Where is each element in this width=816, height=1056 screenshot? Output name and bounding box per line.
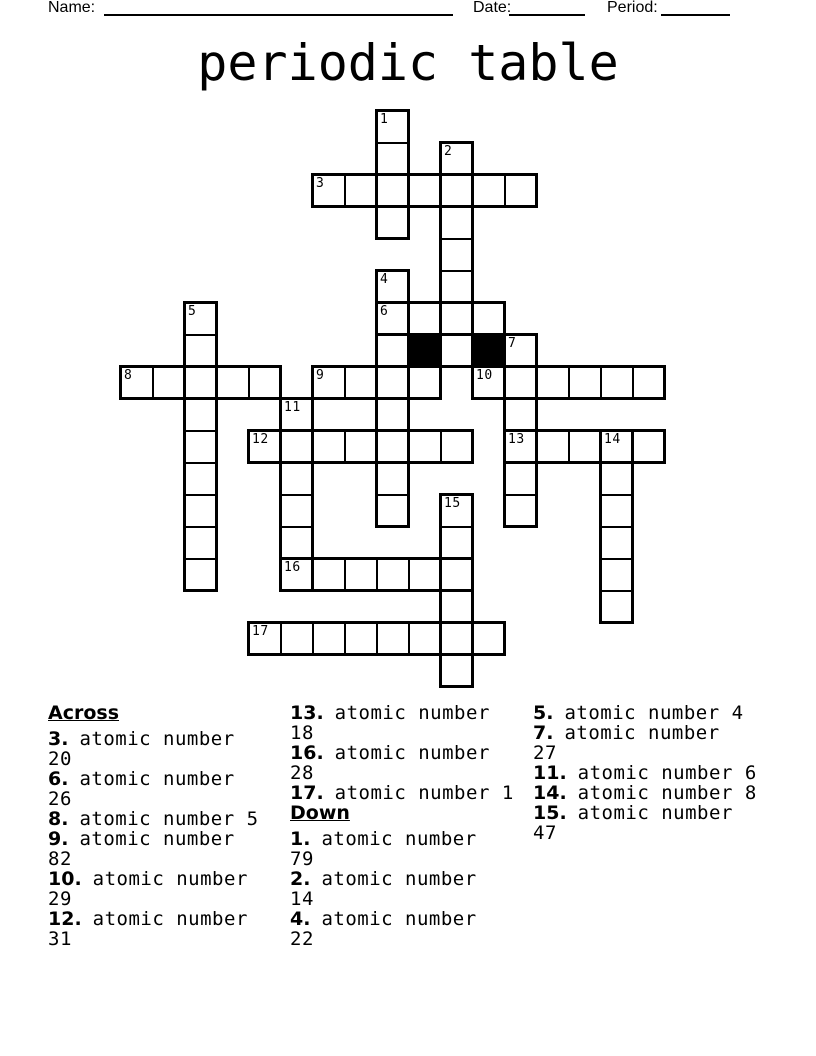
grid-cell[interactable] — [280, 494, 314, 528]
clue-item — [290, 909, 514, 949]
grid-cell[interactable] — [472, 622, 506, 656]
section-header-down: Down — [290, 802, 350, 824]
grid-cell[interactable] — [408, 430, 442, 464]
clue-text: atomic number 6 — [577, 762, 757, 784]
black-cell — [472, 334, 506, 368]
grid-cell[interactable] — [440, 654, 474, 688]
grid-cell[interactable] — [344, 174, 378, 208]
grid-cell[interactable] — [280, 622, 314, 656]
grid-cell[interactable] — [440, 430, 474, 464]
clue-number: 17. — [290, 782, 324, 804]
grid-cell[interactable] — [376, 366, 410, 400]
grid-cell[interactable] — [344, 430, 378, 464]
clue-item — [290, 829, 514, 869]
grid-cell[interactable] — [440, 558, 474, 592]
clue-item — [48, 869, 259, 909]
clue-text: atomic number — [79, 768, 235, 790]
grid-cell[interactable] — [344, 622, 378, 656]
clue-text: atomic number — [92, 868, 248, 890]
clue-item — [48, 829, 259, 869]
clue-text-continuation: 18 — [290, 722, 314, 744]
section-header-across: Across — [48, 702, 120, 724]
cell-number: 1 — [380, 112, 389, 127]
grid-cell[interactable] — [440, 238, 474, 272]
grid-cell[interactable] — [184, 558, 218, 592]
grid-cell[interactable] — [440, 590, 474, 624]
cell-number: 17 — [252, 624, 269, 639]
grid-cell[interactable] — [504, 398, 538, 432]
grid-cell[interactable] — [600, 558, 634, 592]
grid-cell[interactable] — [216, 366, 250, 400]
cell-number: 2 — [444, 144, 453, 159]
grid-cell[interactable] — [632, 366, 666, 400]
grid-cell[interactable] — [280, 430, 314, 464]
cell-number: 12 — [252, 432, 269, 447]
clue-number: 16. — [290, 742, 324, 764]
grid-cell[interactable] — [440, 174, 474, 208]
cell-number: 16 — [284, 560, 301, 575]
grid-cell[interactable] — [504, 494, 538, 528]
grid-cell[interactable] — [408, 558, 442, 592]
clue-text: atomic number 8 — [577, 782, 757, 804]
clue-item — [290, 869, 514, 909]
clue-text: atomic number — [92, 908, 248, 930]
clue-text-continuation: 28 — [290, 762, 314, 784]
grid-cell[interactable] — [408, 302, 442, 336]
clue-number: 9. — [48, 828, 69, 850]
grid-cell[interactable] — [440, 206, 474, 240]
grid-cell[interactable] — [344, 366, 378, 400]
cell-number: 4 — [380, 272, 389, 287]
cell-number: 10 — [476, 368, 493, 383]
grid-cell[interactable] — [376, 206, 410, 240]
grid-cell[interactable] — [504, 462, 538, 496]
grid-cell[interactable] — [312, 622, 346, 656]
clue-number: 2. — [290, 868, 311, 890]
grid-cell[interactable] — [440, 302, 474, 336]
cell-number: 13 — [508, 432, 525, 447]
grid-cell[interactable] — [376, 174, 410, 208]
clue-text: atomic number — [334, 702, 490, 724]
grid-cell[interactable] — [184, 430, 218, 464]
grid-cell[interactable] — [152, 366, 186, 400]
clue-text: atomic number — [321, 828, 477, 850]
clue-number: 7. — [533, 722, 554, 744]
grid-cell[interactable] — [632, 430, 666, 464]
clue-item — [533, 703, 757, 723]
date-fill-line[interactable] — [509, 0, 585, 16]
clue-number: 6. — [48, 768, 69, 790]
cell-number: 6 — [380, 304, 389, 319]
grid-cell[interactable] — [568, 366, 602, 400]
clue-item — [48, 769, 259, 809]
clue-column-3 — [533, 703, 757, 843]
cell-number: 15 — [444, 496, 461, 511]
clue-text: atomic number — [79, 828, 235, 850]
period-label: Period: — [607, 0, 658, 16]
grid-cell[interactable] — [376, 462, 410, 496]
clue-number: 15. — [533, 802, 567, 824]
grid-cell[interactable] — [184, 366, 218, 400]
grid-cell[interactable] — [344, 558, 378, 592]
grid-cell[interactable] — [312, 558, 346, 592]
clue-item — [48, 909, 259, 949]
grid-cell[interactable] — [184, 526, 218, 560]
grid-cell[interactable] — [600, 494, 634, 528]
clue-number: 10. — [48, 868, 82, 890]
clue-item — [48, 809, 259, 829]
grid-cell[interactable] — [376, 142, 410, 176]
clue-item — [48, 729, 259, 769]
clue-text-continuation: 26 — [48, 788, 72, 810]
clue-item — [290, 743, 514, 783]
clue-text-continuation: 79 — [290, 848, 314, 870]
cell-number: 7 — [508, 336, 517, 351]
clue-text-continuation: 20 — [48, 748, 72, 770]
grid-cell[interactable] — [600, 366, 634, 400]
cell-number: 11 — [284, 400, 301, 415]
clue-text: atomic number — [321, 908, 477, 930]
grid-cell[interactable] — [504, 366, 538, 400]
clue-item — [290, 783, 514, 803]
name-fill-line[interactable] — [104, 0, 453, 16]
cell-number: 5 — [188, 304, 197, 319]
clue-number: 4. — [290, 908, 311, 930]
cell-number: 14 — [604, 432, 621, 447]
clue-number: 11. — [533, 762, 567, 784]
clue-text-continuation: 14 — [290, 888, 314, 910]
clue-text: atomic number — [79, 728, 235, 750]
grid-cell[interactable] — [280, 526, 314, 560]
clue-text-continuation: 82 — [48, 848, 72, 870]
clue-text: atomic number — [577, 802, 733, 824]
grid-cell[interactable] — [184, 462, 218, 496]
clue-item — [533, 783, 757, 803]
page-title: periodic table — [197, 34, 619, 92]
cell-number: 8 — [124, 368, 133, 383]
clue-text: atomic number — [564, 722, 720, 744]
clue-column-2 — [290, 703, 514, 949]
period-fill-line[interactable] — [661, 0, 730, 16]
grid-cell[interactable] — [184, 494, 218, 528]
clue-item — [533, 803, 757, 843]
clue-number: 1. — [290, 828, 311, 850]
cell-number: 9 — [316, 368, 325, 383]
clue-number: 3. — [48, 728, 69, 750]
grid-cell[interactable] — [568, 430, 602, 464]
grid-cell[interactable] — [184, 398, 218, 432]
cell-number: 3 — [316, 176, 325, 191]
grid-cell[interactable] — [536, 366, 570, 400]
grid-cell[interactable] — [408, 622, 442, 656]
grid-cell[interactable] — [376, 494, 410, 528]
clue-text: atomic number 1 — [334, 782, 514, 804]
grid-cell[interactable] — [440, 334, 474, 368]
grid-cell[interactable] — [376, 622, 410, 656]
black-cell — [408, 334, 442, 368]
clue-column-1 — [48, 703, 259, 949]
grid-cell[interactable] — [376, 334, 410, 368]
clue-number: 5. — [533, 702, 554, 724]
name-label: Name: — [48, 0, 96, 16]
clue-number: 13. — [290, 702, 324, 724]
grid-cell[interactable] — [440, 526, 474, 560]
grid-cell[interactable] — [600, 590, 634, 624]
grid-cell[interactable] — [248, 366, 282, 400]
grid-cell[interactable] — [600, 462, 634, 496]
clue-text-continuation: 27 — [533, 742, 557, 764]
clue-item — [533, 763, 757, 783]
clue-text-continuation: 22 — [290, 928, 314, 950]
clue-text-continuation: 29 — [48, 888, 72, 910]
grid-cell[interactable] — [312, 430, 346, 464]
clue-text-continuation: 31 — [48, 928, 72, 950]
grid-cell[interactable] — [376, 558, 410, 592]
clue-number: 14. — [533, 782, 567, 804]
grid-cell[interactable] — [472, 302, 506, 336]
grid-cell[interactable] — [376, 398, 410, 432]
grid-cell[interactable] — [472, 174, 506, 208]
grid-cell[interactable] — [184, 334, 218, 368]
clue-item — [290, 703, 514, 743]
grid-cell[interactable] — [440, 270, 474, 304]
clue-text-continuation: 47 — [533, 822, 557, 844]
grid-cell[interactable] — [408, 174, 442, 208]
grid-cell[interactable] — [408, 366, 442, 400]
clue-item — [533, 723, 757, 763]
clue-text: atomic number 5 — [79, 808, 259, 830]
grid-cell[interactable] — [376, 430, 410, 464]
date-label: Date: — [473, 0, 512, 16]
grid-cell[interactable] — [280, 462, 314, 496]
grid-cell[interactable] — [440, 622, 474, 656]
clue-text: atomic number — [334, 742, 490, 764]
clue-text: atomic number 4 — [564, 702, 744, 724]
clue-number: 8. — [48, 808, 69, 830]
clue-number: 12. — [48, 908, 82, 930]
grid-cell[interactable] — [504, 174, 538, 208]
clue-text: atomic number — [321, 868, 477, 890]
grid-cell[interactable] — [536, 430, 570, 464]
grid-cell[interactable] — [600, 526, 634, 560]
